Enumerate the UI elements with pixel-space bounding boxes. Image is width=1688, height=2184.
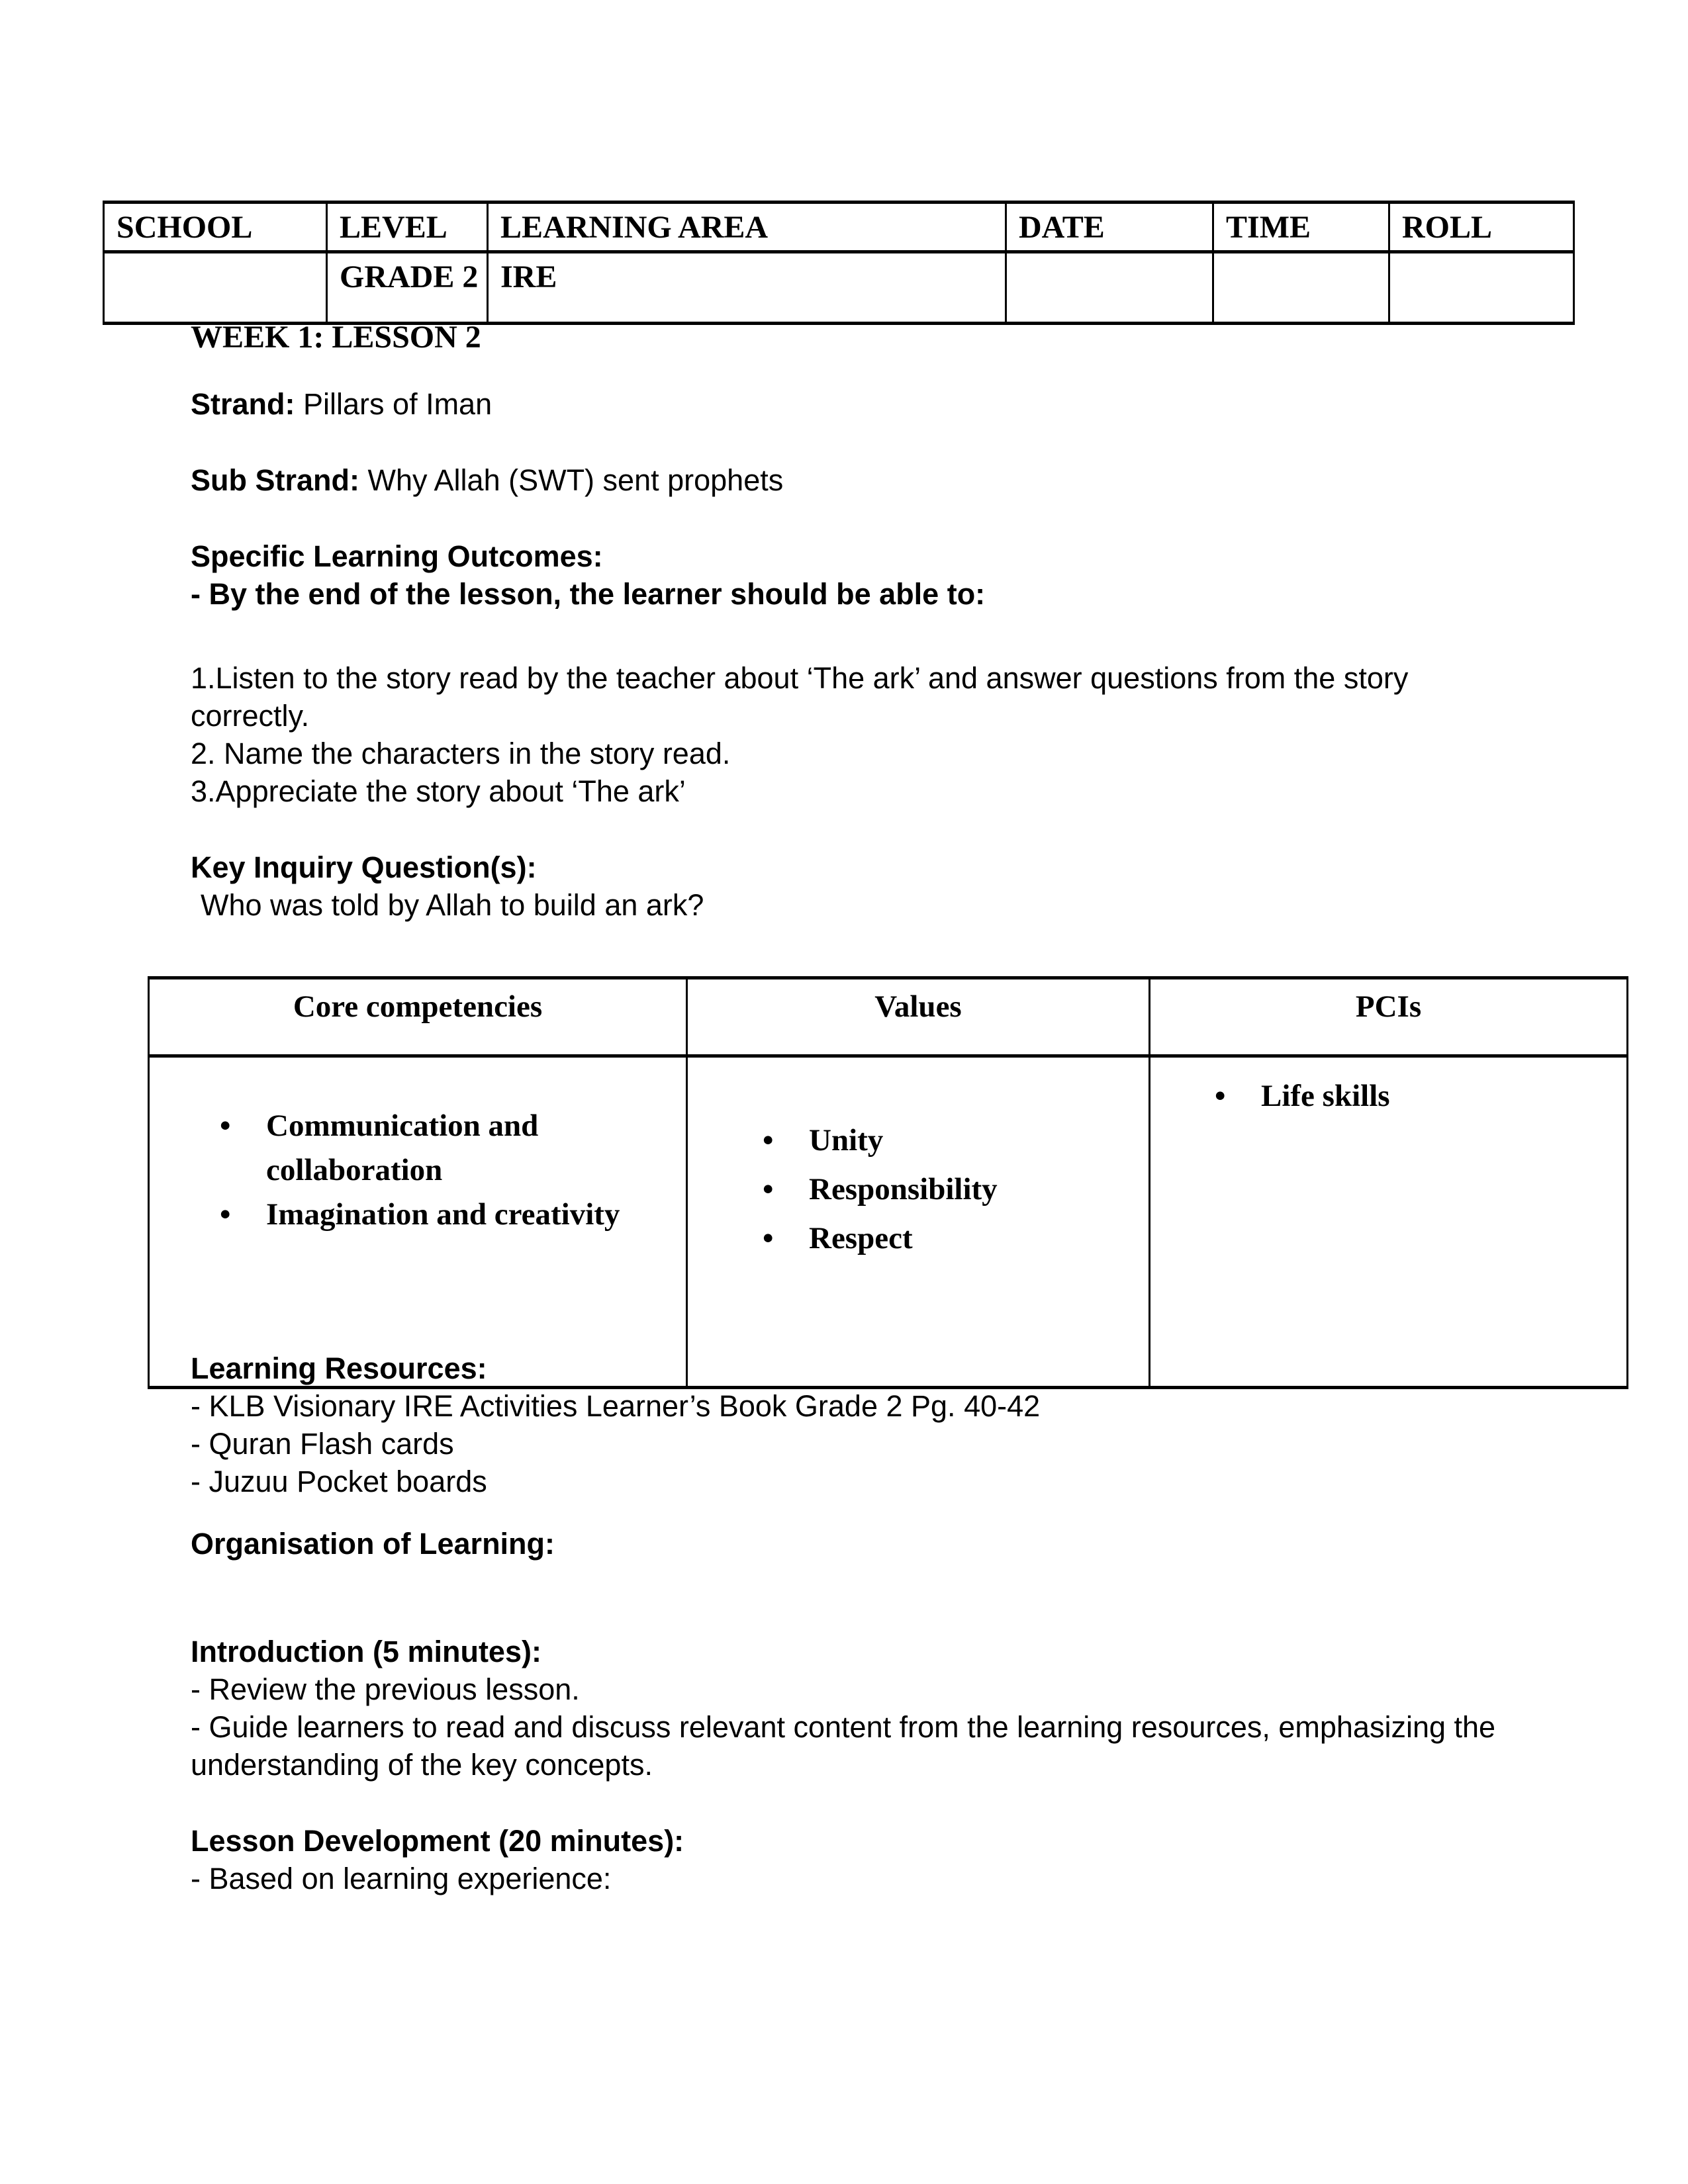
key-inquiry-heading: Key Inquiry Question(s): [191, 850, 537, 884]
sub-strand-line [191, 461, 783, 499]
core-competency-text: Imagination and creativity [266, 1197, 620, 1232]
core-competency-text: Communication and collaboration [266, 1109, 539, 1187]
competency-header-pcis: PCIs [1150, 978, 1628, 1056]
lesson-development-item: - Based on learning experience: [191, 1862, 612, 1895]
outcome-item: 3.Appreciate the story about ‘The ark’ [191, 774, 686, 808]
bullet-icon: • [1215, 1079, 1226, 1113]
outcomes-list [191, 659, 1521, 810]
info-header-time: TIME [1213, 203, 1389, 252]
outcome-item: 2. Name the characters in the story read. [191, 737, 731, 770]
values-cell [687, 1056, 1150, 1388]
info-cell-learning-area: IRE [488, 252, 1006, 324]
info-cell-school [104, 252, 327, 324]
bullet-icon: • [220, 1109, 231, 1143]
key-inquiry-block [191, 848, 704, 924]
list-item [688, 1118, 1148, 1163]
introduction-block [191, 1633, 1521, 1784]
bullet-icon: • [763, 1172, 774, 1206]
core-competencies-cell [149, 1056, 687, 1388]
info-header-learning-area: LEARNING AREA [488, 203, 1006, 252]
pcis-cell [1150, 1056, 1628, 1388]
list-item [150, 1193, 685, 1237]
info-table-data-row [104, 252, 1574, 324]
competency-table [148, 976, 1628, 1389]
key-inquiry-question: Who was told by Allah to build an ark? [201, 888, 704, 922]
competency-header-values: Values [687, 978, 1150, 1056]
value-text: Unity [809, 1123, 884, 1158]
sub-strand-label: Sub Strand: [191, 463, 359, 497]
strand-label: Strand: [191, 387, 295, 421]
bullet-icon: • [220, 1197, 231, 1232]
outcomes-heading-block [191, 537, 985, 613]
info-header-school: SCHOOL [104, 203, 327, 252]
info-header-roll: ROLL [1389, 203, 1574, 252]
values-list [688, 1118, 1148, 1261]
outcome-item: 1.Listen to the story read by the teacher about ‘The ark’ and answer questions from the story correctly. [191, 661, 1409, 733]
bullet-icon: • [763, 1221, 774, 1255]
resource-item: - Quran Flash cards [191, 1427, 454, 1461]
core-competencies-list [150, 1104, 685, 1237]
introduction-item: - Guide learners to read and discuss relevant content from the learning resources, emphasizing the understanding of the key concepts. [191, 1710, 1496, 1782]
info-cell-level: GRADE 2 [327, 252, 488, 324]
bullet-icon: • [763, 1123, 774, 1158]
introduction-heading: Introduction (5 minutes): [191, 1635, 541, 1668]
resource-item: - KLB Visionary IRE Activities Learner’s Book Grade 2 Pg. 40-42 [191, 1389, 1041, 1423]
info-table-header-row [104, 203, 1574, 252]
strand-line [191, 385, 492, 423]
list-item [688, 1216, 1148, 1261]
value-text: Respect [809, 1221, 913, 1255]
list-item [1151, 1074, 1626, 1118]
value-text: Responsibility [809, 1172, 998, 1206]
outcomes-heading: Specific Learning Outcomes: [191, 539, 603, 573]
info-table [103, 201, 1575, 325]
list-item [150, 1104, 685, 1193]
info-cell-roll [1389, 252, 1574, 324]
info-header-level: LEVEL [327, 203, 488, 252]
pci-text: Life skills [1261, 1079, 1390, 1113]
resources-block [191, 1349, 1040, 1500]
info-header-date: DATE [1006, 203, 1213, 252]
organisation-heading: Organisation of Learning: [191, 1527, 555, 1561]
introduction-item: - Review the previous lesson. [191, 1672, 580, 1706]
resources-heading: Learning Resources: [191, 1351, 487, 1385]
lesson-development-heading: Lesson Development (20 minutes): [191, 1824, 684, 1858]
strand-value: Pillars of Iman [303, 387, 492, 421]
info-cell-time [1213, 252, 1389, 324]
lesson-development-block [191, 1822, 684, 1897]
sub-strand-value: Why Allah (SWT) sent prophets [367, 463, 784, 497]
outcomes-intro: - By the end of the lesson, the learner should be able to: [191, 577, 986, 611]
resource-item: - Juzuu Pocket boards [191, 1465, 487, 1498]
competency-table-data-row [149, 1056, 1628, 1388]
info-cell-date [1006, 252, 1213, 324]
pcis-list [1151, 1074, 1626, 1118]
week-title: WEEK 1: LESSON 2 [191, 320, 481, 355]
competency-header-core: Core competencies [149, 978, 687, 1056]
competency-table-header-row [149, 978, 1628, 1056]
list-item [688, 1167, 1148, 1212]
